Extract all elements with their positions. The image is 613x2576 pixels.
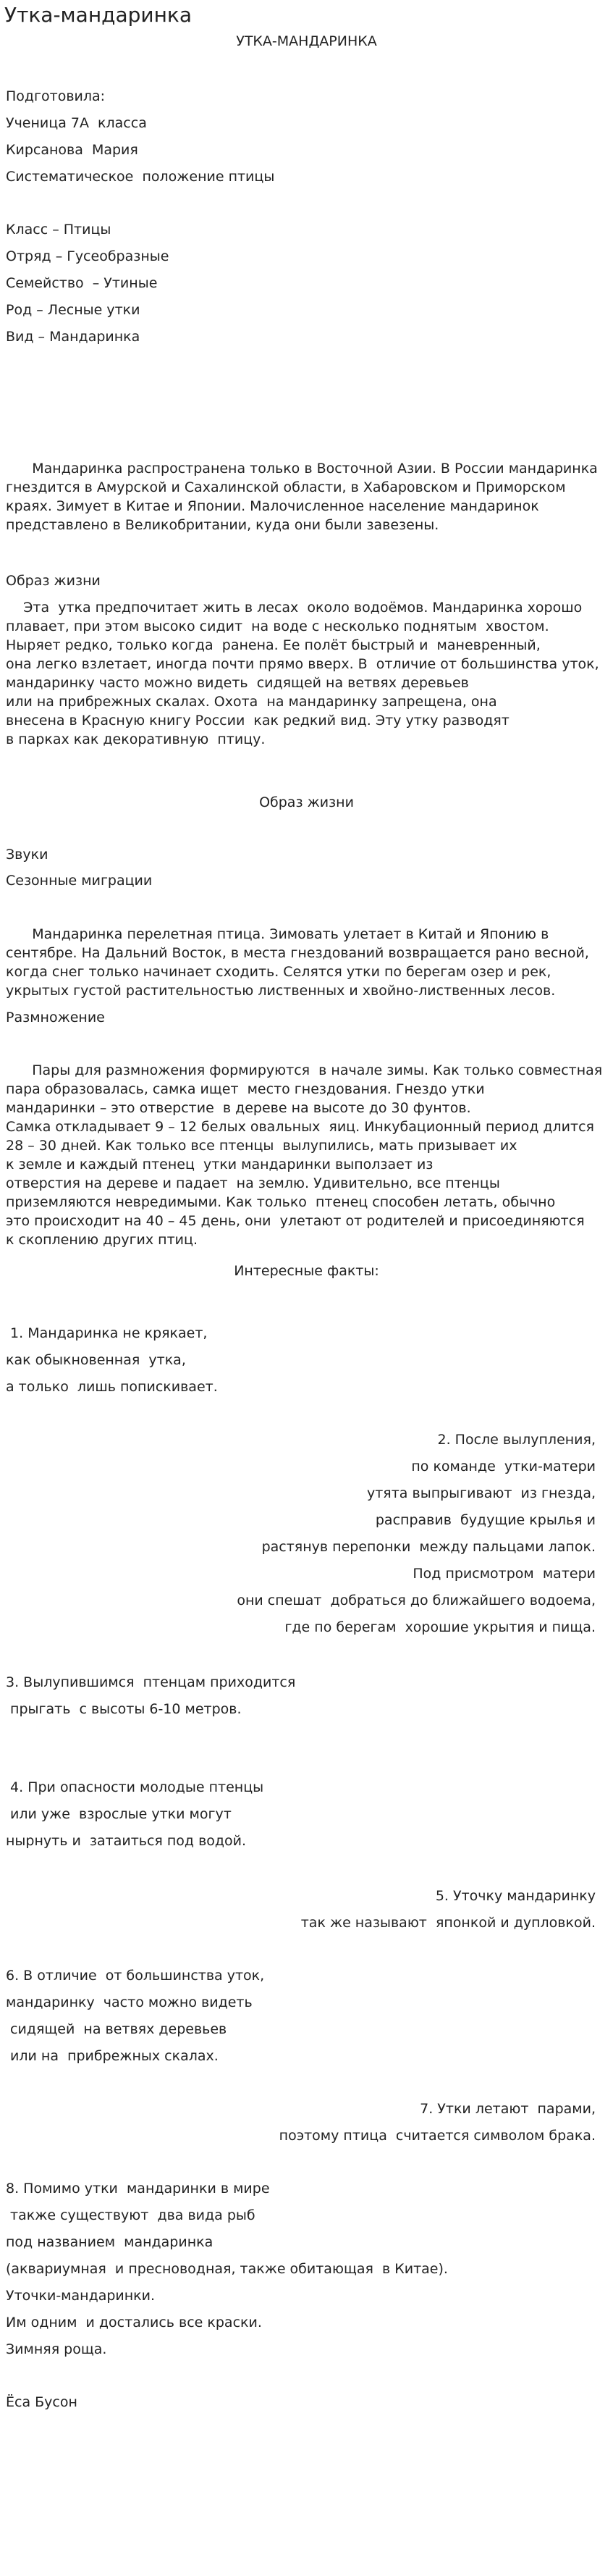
lifestyle-center-title: Образ жизни (259, 794, 354, 810)
document-title: Утка-мандаринка (4, 3, 192, 27)
fact-2-line: 2. После вылупления, (437, 1432, 596, 1448)
fact-4-line: или уже взрослые утки могут (6, 1806, 232, 1822)
order-line: Отряд – Гусеобразные (6, 248, 169, 264)
family-line: Семейство – Утиные (6, 275, 158, 291)
reproduction-line: приземляются невредимыми. Как только птенец способен летать, обычно (6, 1194, 556, 1210)
reproduction-title: Размножение (6, 1010, 105, 1025)
fact-1-line: а только лишь попискивает. (6, 1379, 218, 1395)
fact-7-line: 7. Утки летают парами, (420, 2101, 596, 2117)
distribution-line: представлено в Великобритании, куда они были завезены. (6, 517, 439, 533)
sounds-title: Звуки (6, 847, 48, 863)
poem-author: Ёса Бусон (6, 2394, 77, 2410)
migrations-line: когда снег только начинает сходить. Селятся утки по берегам озер и рек, (6, 964, 551, 980)
genus-line: Род – Лесные утки (6, 302, 140, 318)
lifestyle-line: Ныряет редко, только когда ранена. Ее полёт быстрый и маневренный, (6, 637, 541, 653)
fact-3-line: прыгать с высоты 6-10 метров. (6, 1701, 242, 1717)
heading: УТКА-МАНДАРИНКА (236, 33, 377, 49)
reproduction-line: к скоплению других птиц. (6, 1232, 198, 1248)
fact-1-line: как обыкновенная утка, (6, 1352, 186, 1368)
fact-2-line: расправив будущие крылья и (375, 1512, 596, 1528)
prepared-label: Подготовила: (6, 88, 106, 104)
closing-line: Им одним и достались все краски. (6, 2315, 262, 2330)
migrations-line: Мандаринка перелетная птица. Зимовать улетает в Китай и Японию в (6, 926, 549, 942)
lifestyle-line: она легко взлетает, иногда почти прямо вверх. В отличие от большинства уток, (6, 656, 599, 672)
migrations-title: Сезонные миграции (6, 873, 153, 889)
lifestyle-line: Эта утка предпочитает жить в лесах около водоёмов. Мандаринка хорошо (6, 600, 583, 616)
fact-6-line: мандаринку часто можно видеть (6, 1994, 253, 2010)
closing-line: Зимняя роща. (6, 2341, 107, 2357)
fact-8-line: 8. Помимо утки мандаринки в мире (6, 2181, 270, 2197)
lifestyle-title: Образ жизни (6, 573, 101, 589)
fact-5-line: так же называют японкой и дупловкой. (300, 1915, 596, 1931)
fact-2-line: Под присмотром матери (413, 1566, 596, 1582)
closing-line: Уточки-мандаринки. (6, 2288, 156, 2304)
reproduction-line: Пары для размножения формируются в начале зимы. Как только совместная (6, 1062, 603, 1078)
species-line: Вид – Мандаринка (6, 329, 140, 345)
reproduction-line: к земле и каждый птенец утки мандаринки выползает из (6, 1157, 434, 1172)
author-name: Кирсанова Мария (6, 142, 138, 158)
class-line: Класс – Птицы (6, 222, 111, 238)
fact-4-line: нырнуть и затаиться под водой. (6, 1833, 247, 1849)
lifestyle-line: в парках как декоративную птицу. (6, 731, 266, 747)
facts-title: Интересные факты: (234, 1263, 379, 1279)
fact-6-line: сидящей на ветвях деревьев (6, 2021, 227, 2037)
reproduction-line: мандаринки – это отверстие в дереве на высоте до 30 фунтов. (6, 1100, 471, 1116)
lifestyle-line: внесена в Красную книгу России как редкий вид. Эту утку разводят (6, 713, 510, 729)
fact-3-line: 3. Вылупившимся птенцам приходится (6, 1674, 296, 1690)
lifestyle-line: или на прибрежных скалах. Охота на мандаринку запрещена, она (6, 694, 497, 710)
reproduction-line: это происходит на 40 – 45 день, они улетают от родителей и присоединяются (6, 1213, 585, 1229)
reproduction-line: отверстия на дереве и падает на землю. Удивительно, все птенцы (6, 1175, 500, 1191)
distribution-line: гнездится в Амурской и Сахалинской области, в Хабаровском и Приморском (6, 479, 566, 495)
reproduction-line: Самка откладывает 9 – 12 белых овальных яиц. Инкубационный период длится (6, 1119, 594, 1135)
fact-6-line: или на прибрежных скалах. (6, 2048, 219, 2064)
distribution-line: краях. Зимует в Китае и Японии. Малочисленное население мандаринок (6, 498, 539, 514)
fact-7-line: поэтому птица считается символом брака. (279, 2128, 596, 2144)
student-line: Ученица 7А класса (6, 115, 147, 131)
lifestyle-line: плавает, при этом высоко сидит на воде с несколько поднятым хвостом. (6, 618, 549, 634)
reproduction-line: пара образовалась, самка ищет место гнездования. Гнездо утки (6, 1081, 485, 1097)
reproduction-line: 28 – 30 дней. Как только все птенцы вылупились, мать призывает их (6, 1138, 517, 1154)
fact-2-line: где по берегам хорошие укрытия и пища. (284, 1619, 596, 1635)
fact-8-line: (аквариумная и пресноводная, также обитающая в Китае). (6, 2261, 448, 2277)
fact-2-line: они спешат добраться до ближайшего водоема, (237, 1593, 596, 1608)
fact-2-line: утята выпрыгивают из гнезда, (367, 1485, 596, 1501)
fact-1-line: 1. Мандаринка не крякает, (6, 1325, 208, 1341)
distribution-line: Мандаринка распространена только в Восточной Азии. В России мандаринка (6, 461, 598, 477)
lifestyle-line: мандаринку часто можно видеть сидящей на ветвях деревьев (6, 675, 469, 691)
systematics-title: Систематическое положение птицы (6, 169, 275, 185)
fact-5-line: 5. Уточку мандаринку (435, 1888, 596, 1904)
fact-6-line: 6. В отличие от большинства уток, (6, 1968, 265, 1984)
fact-8-line: под названием мандаринка (6, 2234, 214, 2250)
fact-8-line: также существуют два вида рыб (6, 2207, 255, 2223)
migrations-line: сентябре. На Дальний Восток, в места гнездований возвращается рано весной, (6, 945, 589, 961)
migrations-line: укрытых густой растительностью лиственных и хвойно-лиственных лесов. (6, 983, 556, 999)
fact-2-line: растянув перепонки между пальцами лапок. (261, 1539, 596, 1555)
fact-4-line: 4. При опасности молодые птенцы (6, 1779, 264, 1795)
fact-2-line: по команде утки-матери (411, 1459, 596, 1474)
